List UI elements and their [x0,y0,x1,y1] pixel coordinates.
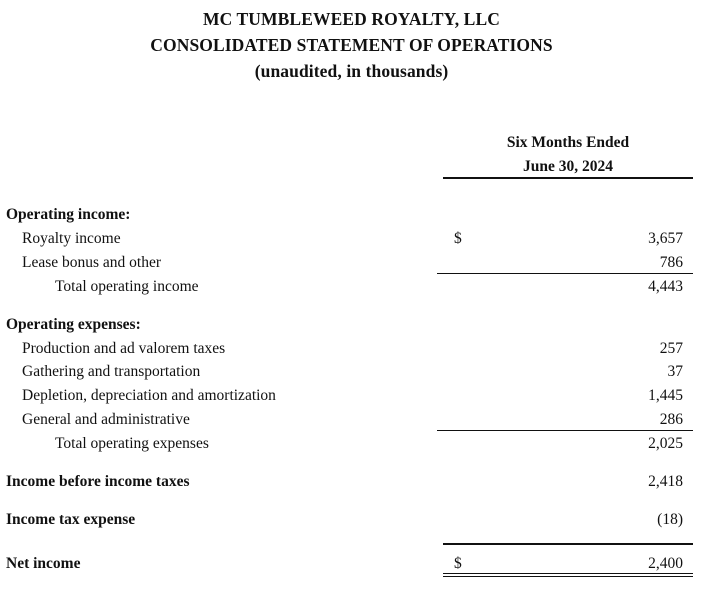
operating-income-heading: Operating income: [6,206,131,223]
income-tax-expense-label: Income tax expense [6,511,136,528]
currency-symbol: $ [454,555,462,572]
operating-expenses-heading-row [0,315,703,335]
gathering-value: 37 [667,363,683,380]
statement-title: CONSOLIDATED STATEMENT OF OPERATIONS [150,35,553,55]
company-name: MC TUMBLEWEED ROYALTY, LLC [203,9,500,29]
subtotal-rule-expenses [437,430,693,431]
depletion-value: 1,445 [648,387,683,404]
column-date: June 30, 2024 [523,158,613,175]
net-income-double-underline [443,573,693,577]
income-before-taxes-row [0,472,703,492]
column-period: Six Months Ended [506,134,630,151]
net-income-label: Net income [6,555,81,572]
lease-bonus-value: 786 [659,254,683,271]
total-operating-expenses-label: Total operating expenses [55,435,209,452]
operating-income-heading-row [0,205,703,225]
production-taxes-value: 257 [659,340,683,357]
income-before-taxes-value: 2,418 [648,473,683,490]
production-taxes-row [0,339,703,359]
total-operating-expenses-row [0,434,703,454]
depletion-label: Depletion, depreciation and amortization [22,387,276,404]
total-operating-expenses-value: 2,025 [648,435,683,452]
operating-expenses-heading: Operating expenses: [6,316,141,333]
total-operating-income-label: Total operating income [55,278,199,295]
net-income-row [0,554,703,574]
gathering-row [0,362,703,382]
general-admin-label: General and administrative [22,411,190,428]
subtotal-rule-income [437,273,693,274]
net-income-top-rule [443,543,693,545]
royalty-income-value: 3,657 [648,230,683,247]
lease-bonus-row [0,253,703,273]
income-tax-expense-row [0,510,703,530]
general-admin-value: 286 [659,411,683,428]
depletion-row [0,386,703,406]
lease-bonus-label: Lease bonus and other [22,254,162,271]
royalty-income-label: Royalty income [22,230,121,247]
statement-note: (unaudited, in thousands) [254,61,449,81]
total-operating-income-value: 4,443 [648,278,683,295]
column-header-rule [443,177,693,179]
production-taxes-label: Production and ad valorem taxes [22,340,226,357]
gathering-label: Gathering and transportation [22,363,201,380]
general-admin-row [0,410,703,430]
total-operating-income-row [0,277,703,297]
net-income-value: 2,400 [648,555,683,572]
royalty-income-row [0,229,703,249]
currency-symbol: $ [454,230,462,247]
income-tax-expense-value: (18) [657,511,683,528]
income-before-taxes-label: Income before income taxes [6,473,190,490]
